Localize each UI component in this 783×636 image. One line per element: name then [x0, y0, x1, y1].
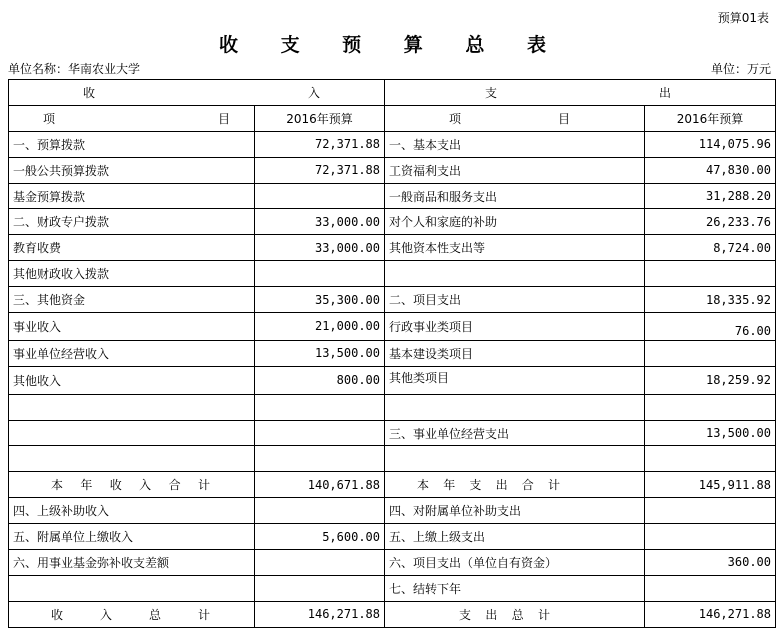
table-row: [9, 366, 776, 394]
expense-label: 三、事业单位经营支出: [385, 420, 645, 446]
total-char: 计: [537, 607, 550, 622]
income-value: 800.00: [255, 366, 385, 394]
expense-budget-header: 2016年预算: [645, 105, 776, 131]
expense-label: 工资福利支出: [385, 157, 645, 183]
expense-label: [385, 394, 645, 420]
income-label: [9, 575, 255, 601]
table-row: [9, 340, 776, 366]
expense-label: 五、上缴上级支出: [385, 524, 645, 550]
item-header-left: 项: [43, 111, 56, 126]
income-header-left: 收: [83, 85, 96, 100]
income-label: 六、用事业基金弥补收支差额: [9, 550, 255, 576]
header-row-columns: [9, 105, 776, 131]
total-char: 合: [168, 478, 181, 493]
expense-label: [385, 261, 645, 287]
income-label: 二、财政专户拨款: [9, 209, 255, 235]
expense-value: 31,288.20: [645, 183, 776, 209]
income-value: [255, 498, 385, 524]
income-label: 基金预算拨款: [9, 183, 255, 209]
expense-value: 26,233.76: [645, 209, 776, 235]
income-value: 33,000.00: [255, 209, 385, 235]
expense-item-header: [385, 105, 645, 131]
expense-value: 13,500.00: [645, 420, 776, 446]
income-value: [255, 550, 385, 576]
income-label: 教育收费: [9, 235, 255, 261]
income-header-right: 入: [307, 85, 320, 100]
total-char: 本: [51, 478, 64, 493]
income-label: 其他财政收入拨款: [9, 261, 255, 287]
item-header-left: 项: [449, 111, 462, 126]
page-title: 收 支 预 算 总 表: [218, 34, 565, 56]
income-value: 33,000.00: [255, 235, 385, 261]
table-row: [9, 524, 776, 550]
expense-label: 四、对附属单位补助支出: [385, 498, 645, 524]
table-row: [9, 131, 776, 157]
expense-value: [645, 575, 776, 601]
budget-table: [8, 79, 776, 628]
expense-value: 8,724.00: [645, 235, 776, 261]
table-row: [9, 498, 776, 524]
expense-year-total-value: 145,911.88: [645, 472, 776, 498]
expense-label: 六、项目支出（单位自有资金）: [385, 550, 645, 576]
total-char: 入: [99, 607, 112, 622]
expense-value: [645, 498, 776, 524]
income-label: 一般公共预算拨款: [9, 157, 255, 183]
expense-value: [645, 261, 776, 287]
form-code: 预算01表: [717, 11, 769, 25]
unit-currency: 单位：万元: [710, 62, 771, 76]
income-grand-total-value: 146,271.88: [255, 601, 385, 627]
table-row: [9, 394, 776, 420]
total-char: 总: [511, 607, 524, 622]
income-value: [255, 446, 385, 472]
item-header-right: 目: [217, 111, 230, 126]
income-header: [9, 80, 385, 106]
income-value: [255, 420, 385, 446]
total-char: 收: [109, 478, 122, 493]
expense-label: [385, 446, 645, 472]
income-value: [255, 394, 385, 420]
expense-value: 47,830.00: [645, 157, 776, 183]
item-header-right: 目: [557, 111, 570, 126]
total-char: 计: [197, 478, 210, 493]
income-label: 事业收入: [9, 313, 255, 341]
expense-value: [645, 446, 776, 472]
year-total-row: [9, 472, 776, 498]
total-char: 收: [51, 607, 64, 622]
expense-value: [645, 524, 776, 550]
total-char: 本: [417, 478, 430, 493]
income-year-total-label: [9, 472, 255, 498]
unit-name: 单位名称：华南农业大学: [8, 62, 141, 76]
table-row: [9, 261, 776, 287]
total-char: 年: [80, 478, 93, 493]
expense-label: 对个人和家庭的补助: [385, 209, 645, 235]
grand-total-row: [9, 601, 776, 627]
income-year-total-value: 140,671.88: [255, 472, 385, 498]
expense-value: [645, 340, 776, 366]
total-char: 计: [197, 607, 210, 622]
income-label: 其他收入: [9, 366, 255, 394]
expense-label: 一般商品和服务支出: [385, 183, 645, 209]
total-char: 出: [495, 478, 508, 493]
expense-label: 行政事业类项目: [385, 313, 645, 341]
table-row: [9, 235, 776, 261]
total-char: 总: [148, 607, 161, 622]
expense-year-total-label: [385, 472, 645, 498]
income-value: 13,500.00: [255, 340, 385, 366]
expense-header-right: 出: [658, 85, 671, 100]
income-grand-total-label: [9, 601, 255, 627]
expense-header: [385, 80, 776, 106]
income-label: [9, 446, 255, 472]
table-row: [9, 209, 776, 235]
header-row-section: [9, 80, 776, 106]
expense-header-left: 支: [485, 85, 498, 100]
income-value: 72,371.88: [255, 157, 385, 183]
table-row: [9, 183, 776, 209]
total-char: 出: [485, 607, 498, 622]
expense-label: 一、基本支出: [385, 131, 645, 157]
income-value: 5,600.00: [255, 524, 385, 550]
total-char: 支: [469, 478, 482, 493]
table-row: [9, 313, 776, 341]
income-value: [255, 575, 385, 601]
expense-grand-total-value: 146,271.88: [645, 601, 776, 627]
income-label: [9, 420, 255, 446]
expense-label: 其他资本性支出等: [385, 235, 645, 261]
table-row: [9, 446, 776, 472]
income-label: 五、附属单位上缴收入: [9, 524, 255, 550]
expense-value: [645, 394, 776, 420]
income-value: 72,371.88: [255, 131, 385, 157]
expense-value: 18,335.92: [645, 287, 776, 313]
expense-label: 七、结转下年: [385, 575, 645, 601]
expense-label: 其他类项目: [385, 366, 645, 394]
table-row: [9, 575, 776, 601]
income-value: 35,300.00: [255, 287, 385, 313]
total-char: 合: [521, 478, 534, 493]
expense-value: 76.00: [645, 313, 776, 341]
income-budget-header: 2016年预算: [255, 105, 385, 131]
total-char: 年: [443, 478, 456, 493]
expense-label: 基本建设类项目: [385, 340, 645, 366]
expense-grand-total-label: [385, 601, 645, 627]
income-label: 四、上级补助收入: [9, 498, 255, 524]
expense-label: 二、项目支出: [385, 287, 645, 313]
income-value: 21,000.00: [255, 313, 385, 341]
expense-value: 114,075.96: [645, 131, 776, 157]
expense-value: 360.00: [645, 550, 776, 576]
income-label: 三、其他资金: [9, 287, 255, 313]
table-row: [9, 287, 776, 313]
income-value: [255, 183, 385, 209]
table-row: [9, 157, 776, 183]
income-item-header: [9, 105, 255, 131]
income-label: 事业单位经营收入: [9, 340, 255, 366]
expense-value: 18,259.92: [645, 366, 776, 394]
income-label: [9, 394, 255, 420]
total-char: 入: [139, 478, 152, 493]
total-char: 计: [547, 478, 560, 493]
table-row: [9, 420, 776, 446]
total-char: 支: [459, 607, 472, 622]
table-row: [9, 550, 776, 576]
income-value: [255, 261, 385, 287]
income-label: 一、预算拨款: [9, 131, 255, 157]
